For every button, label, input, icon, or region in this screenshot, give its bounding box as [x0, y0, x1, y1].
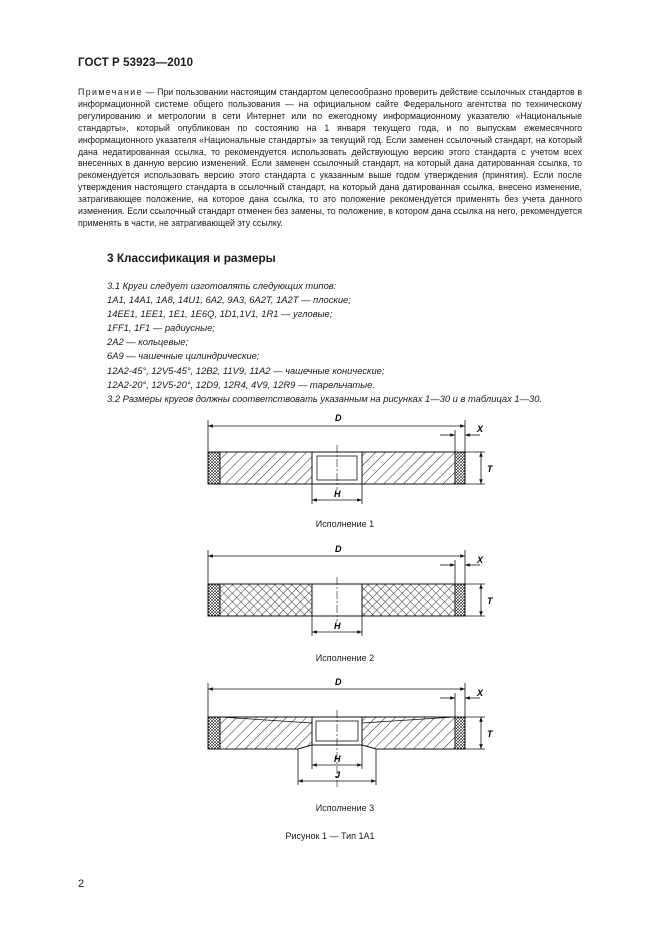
wheel-drawing-variant-1 — [190, 410, 500, 515]
dim-label-j: J — [335, 770, 341, 780]
list-item: 3.1 Круги следует изготовлять следующих типов: — [107, 280, 337, 291]
caption-variant-3: Исполнение 3 — [315, 803, 375, 813]
list-item: 1А1, 14А1, 1А8, 14U1, 6А2, 9А3, 6А2Т, 1А2Т — плоские; — [107, 294, 351, 306]
dim-label-h: H — [334, 754, 341, 764]
dim-label-x: X — [477, 688, 484, 698]
dim-label-t: T — [487, 729, 493, 739]
dim-label-t: T — [487, 464, 493, 474]
list-item: 3.2 Размеры кругов должны соответствовать указанным на рисунках 1—30 и в таблицах 1—30. — [107, 392, 543, 404]
list-item: 12А2-45°, 12V5-45°, 12В2, 11V9, 11А2 — чашечные конические; — [107, 364, 385, 376]
figure-caption: Рисунок 1 — Тип 1А1 — [285, 831, 375, 841]
caption-variant-1: Исполнение 1 — [315, 519, 375, 529]
classification-list — [107, 279, 542, 406]
note-label: Примечание — [78, 87, 143, 97]
caption-variant-2: Исполнение 2 — [315, 653, 375, 663]
dim-label-d: D — [335, 413, 342, 423]
list-item: 12А2-20°, 12V5-20°, 12D9, 12R4, 4V9, 12R9 — тарельчатые. — [107, 378, 375, 390]
dim-label-d: D — [335, 677, 342, 687]
dim-label-x: X — [477, 424, 484, 434]
page-number: 2 — [78, 878, 85, 890]
list-item: 6А9 — чашечные цилиндрические; — [107, 350, 260, 362]
list-item: 14ЕЕ1, 1ЕЕ1, 1Е1, 1E6Q, 1D1,1V1, 1R1 — угловые; — [107, 308, 333, 320]
list-item: 1FF1, 1F1 — радиусные; — [107, 322, 215, 334]
dim-label-h: H — [334, 489, 341, 499]
list-item: 2А2 — кольцевые; — [107, 336, 189, 348]
note-paragraph — [78, 87, 582, 230]
document-header: ГОСТ Р 53923—2010 — [78, 57, 194, 69]
dim-label-h: H — [334, 621, 341, 631]
wheel-drawing-variant-3 — [190, 675, 500, 800]
note-text: — При пользовании настоящим стандартом целесообразно проверить действие ссылочных стандартов в информационной системе общего пользования — на официальном сайте Федерального агентства по техническому регулированию и метрологии в сети Интернет или по ежегодному информационному указателю «Национальные стандарты», который опубликован по состоянию на 1 января текущего года, и по выпускам ежемесячного информационного указателя «Национальные стандарты» за текущий год. Если заменен ссылочный стандарт, на который дана недатированная ссылка, то рекомендуется использовать действующую версию этого стандарта с учетом всех внесенных в данную версию изменений. Если заменен ссылочный стандарт, на который дана датированная ссылка, то рекомендуется использовать версию этого стандарта с указанным выше годом утверждения (принятия). Если после утверждения настоящего стандарта в ссылочный стандарт, на который дана датированная ссылка, внесено изменение, затрагивающее положение, на которое дана ссылка, то это положение рекомендуется применять без учета данного изменения. Если ссылочный стандарт отменен без замены, то положение, в котором дана ссылка на него, рекомендуется применять в части, не затрагивающей эту ссылку. — [78, 87, 582, 228]
section-title: 3 Классификация и размеры — [107, 251, 276, 265]
dim-label-x: X — [477, 555, 484, 565]
dim-label-t: T — [487, 596, 493, 606]
dim-label-d: D — [335, 544, 342, 554]
wheel-drawing-variant-2 — [190, 542, 500, 647]
